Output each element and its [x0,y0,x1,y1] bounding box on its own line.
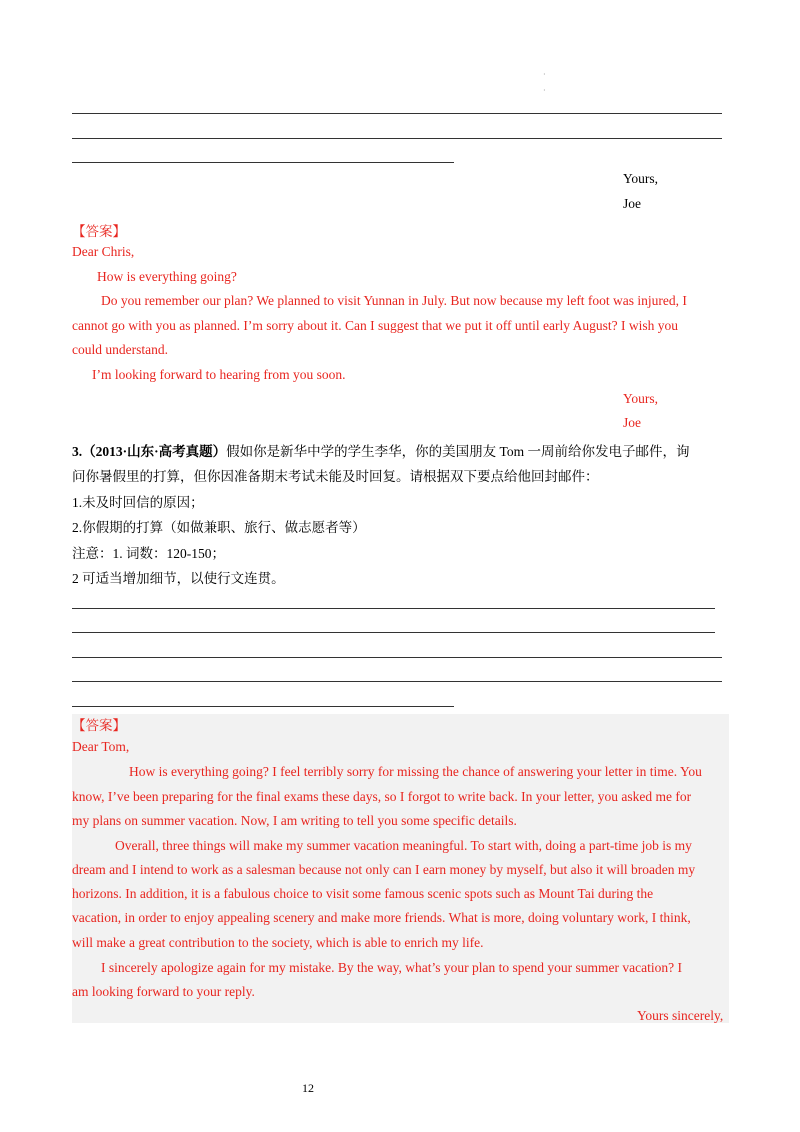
answer-line: horizons. In addition, it is a fabulous choice to visit some famous scenic spots such as Mount Tai during the [72,886,654,901]
question-text: 假如你是新华中学的学生李华，你的美国朋友 Tom 一周前给你发电子邮件，询 [226,444,690,459]
answer-line: How is everything going? [97,269,237,284]
question-note: 注意：1. 词数：120-150； [72,546,225,561]
answer-line: could understand. [72,342,168,357]
answer-signature: Joe [623,415,641,430]
answer-line: I’m looking forward to hearing from you soon. [92,367,346,382]
answer-line: my plans on summer vacation. Now, I am writing to tell you some specific details. [72,813,517,828]
answer-line: Do you remember our plan? We planned to visit Yunnan in July. But now because my left foot was injured, I [101,293,687,308]
answer-salutation: Dear Chris, [72,244,135,259]
answer-line: will make a great contribution to the society, which is able to enrich my life. [72,935,484,950]
answer-line: am looking forward to your reply. [72,984,255,999]
answer-line: cannot go with you as planned. I’m sorry about it. Can I suggest that we put it off until early August? I wish you [72,318,679,333]
writing-line [72,138,722,139]
answer-label: 【答案】 [72,224,126,239]
question-point: 1.未及时回信的原因； [72,495,204,510]
answer-salutation: Dear Tom, [72,739,130,754]
writing-line [72,113,722,114]
answer-line: Overall, three things will make my summer vacation meaningful. To start with, doing a part-time job is my [115,838,692,853]
answer-line: know, I’ve been preparing for the final exams these days, so I forgot to write back. In your letter, you asked me for [72,789,692,804]
letter-closing: Yours, [623,171,659,186]
writing-line [72,706,454,707]
answer-line: I sincerely apologize again for my mistake. By the way, what’s your plan to spend your summer vacation? I [101,960,682,975]
question-note: 2 可适当增加细节，以使行文连贯。 [72,571,285,586]
writing-line [72,608,715,609]
question-line: 问你暑假里的打算，但你因准备期末考试未能及时回复。请根据双下要点给他回封邮件： [72,469,599,484]
mark-dot: · [543,86,546,95]
answer-label: 【答案】 [72,718,126,733]
letter-signature: Joe [623,196,641,211]
writing-line [72,632,715,633]
writing-line [72,162,454,163]
mark-dot: · [543,70,546,79]
question-number-source: 3.（2013·山东·高考真题） [72,444,227,459]
answer-line: How is everything going? I feel terribly sorry for missing the chance of answering your letter in time. You [129,764,702,779]
answer-line: dream and I intend to work as a salesman because not only can I earn money by myself, but also it will broaden my [72,862,696,877]
answer-line: vacation, in order to enjoy appealing scenery and make more friends. What is more, doing voluntary work, I think, [72,910,691,925]
answer-closing: Yours, [623,391,659,406]
question-line [72,440,689,460]
question-point: 2.你假期的打算（如做兼职、旅行、做志愿者等） [72,520,366,535]
writing-line [72,681,722,682]
writing-line [72,657,722,658]
answer-closing: Yours sincerely, [637,1008,724,1023]
page-number: 12 [302,1081,314,1095]
